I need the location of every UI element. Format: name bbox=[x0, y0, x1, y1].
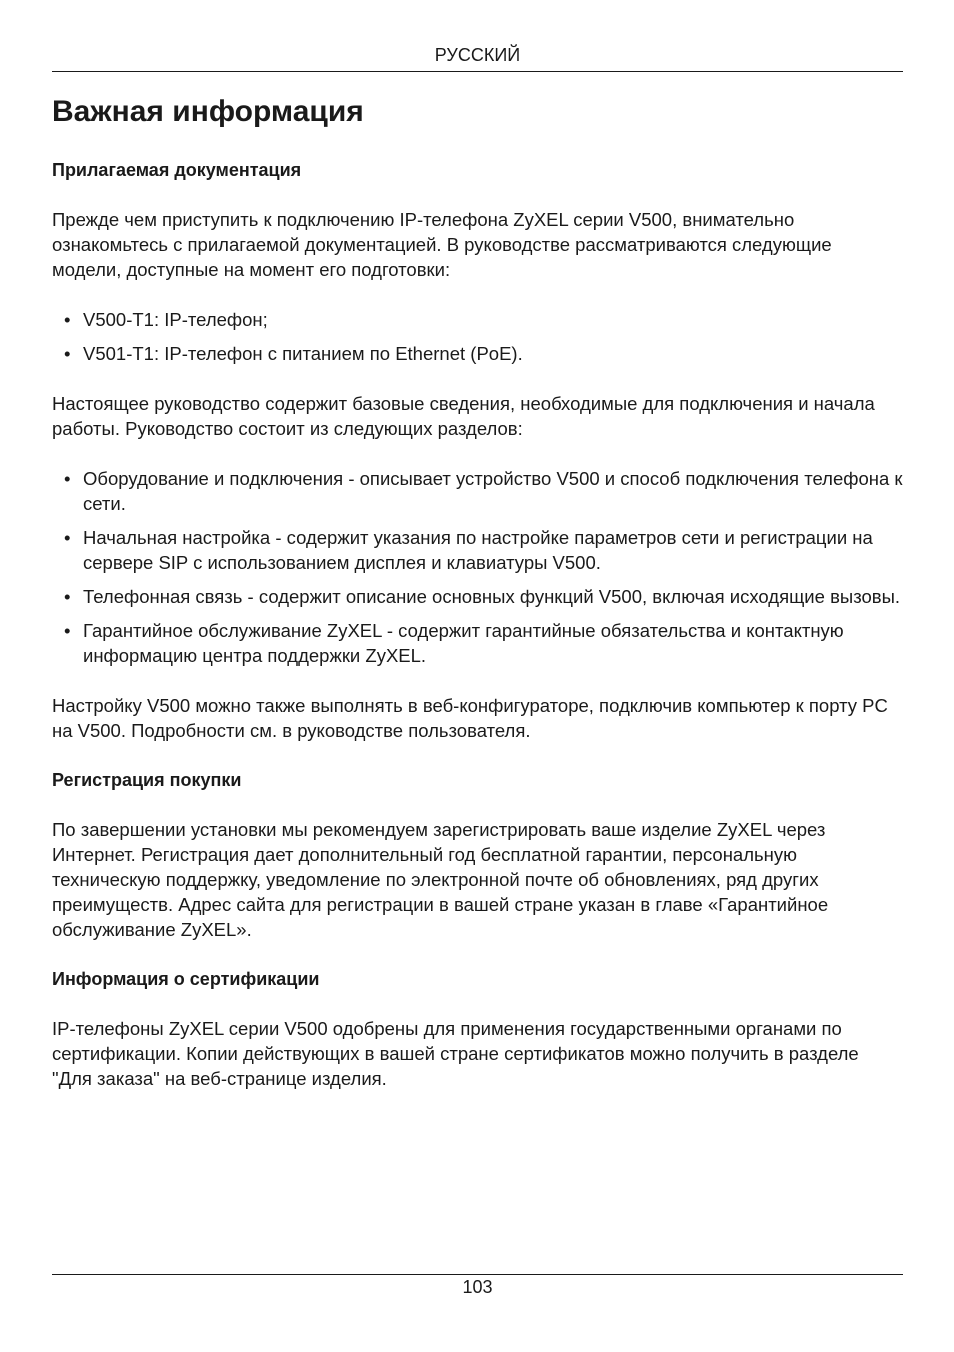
registration-text: По завершении установки мы рекомендуем зарегистрировать ваше изделие ZyXEL через Интернет. Регистрация дает дополнительный год бесплатной гарантии, персональную техническую поддержку, уведомление по электронной почте об обновлениях, ряд других преимуществ. Адрес сайта для регистрации в вашей стране указан в главе «Гарантийное обслуживание ZyXEL». bbox=[52, 819, 829, 940]
guide-intro: Настоящее руководство содержит базовые сведения, необходимые для подключения и начала работы. Руководство состоит из следующих разделов: bbox=[52, 393, 875, 439]
page-title: Важная информация bbox=[52, 95, 364, 128]
model-list bbox=[52, 307, 903, 366]
section-heading-certification: Информация о сертификации bbox=[52, 969, 320, 989]
header-divider bbox=[52, 71, 903, 72]
section-heading-documentation: Прилагаемая документация bbox=[52, 160, 302, 180]
list-item: • Оборудование и подключения - описывает устройство V500 и способ подключения телефона к сети. bbox=[52, 466, 903, 516]
list-item: • Гарантийное обслуживание ZyXEL - содержит гарантийные обязательства и контактную информацию центра поддержки ZyXEL. bbox=[52, 618, 903, 668]
section-heading-registration: Регистрация покупки bbox=[52, 770, 242, 790]
documentation-intro: Прежде чем приступить к подключению IP-телефона ZyXEL серии V500, внимательно ознакомьтесь с прилагаемой документацией. В руководстве рассматриваются следующие модели, доступные на момент его подготовки: bbox=[52, 209, 832, 280]
page-number: 103 bbox=[462, 1277, 493, 1297]
chapter-list bbox=[52, 466, 903, 668]
list-item: • Телефонная связь - содержит описание основных функций V500, включая исходящие вызовы. bbox=[52, 584, 903, 609]
certification-text: IP-телефоны ZyXEL серии V500 одобрены для применения государственными органами по сертификации. Копии действующих в вашей стране сертификатов можно получить в разделе "Для заказа" на веб-странице изделия. bbox=[52, 1018, 859, 1089]
web-configurator-note: Настройку V500 можно также выполнять в веб-конфигураторе, подключив компьютер к порту PC на V500. Подробности см. в руководстве пользователя. bbox=[52, 695, 888, 741]
footer-divider bbox=[52, 1274, 903, 1275]
header-language: РУССКИЙ bbox=[434, 45, 521, 65]
page-content bbox=[52, 93, 903, 1091]
list-item: • Начальная настройка - содержит указания по настройке параметров сети и регистрации на сервере SIP с использованием дисплея и клавиатуры V500. bbox=[52, 525, 903, 575]
list-item: • V501-T1: IP-телефон с питанием по Ethernet (PoE). bbox=[52, 341, 903, 366]
list-item: • V500-T1: IP-телефон; bbox=[52, 307, 903, 332]
